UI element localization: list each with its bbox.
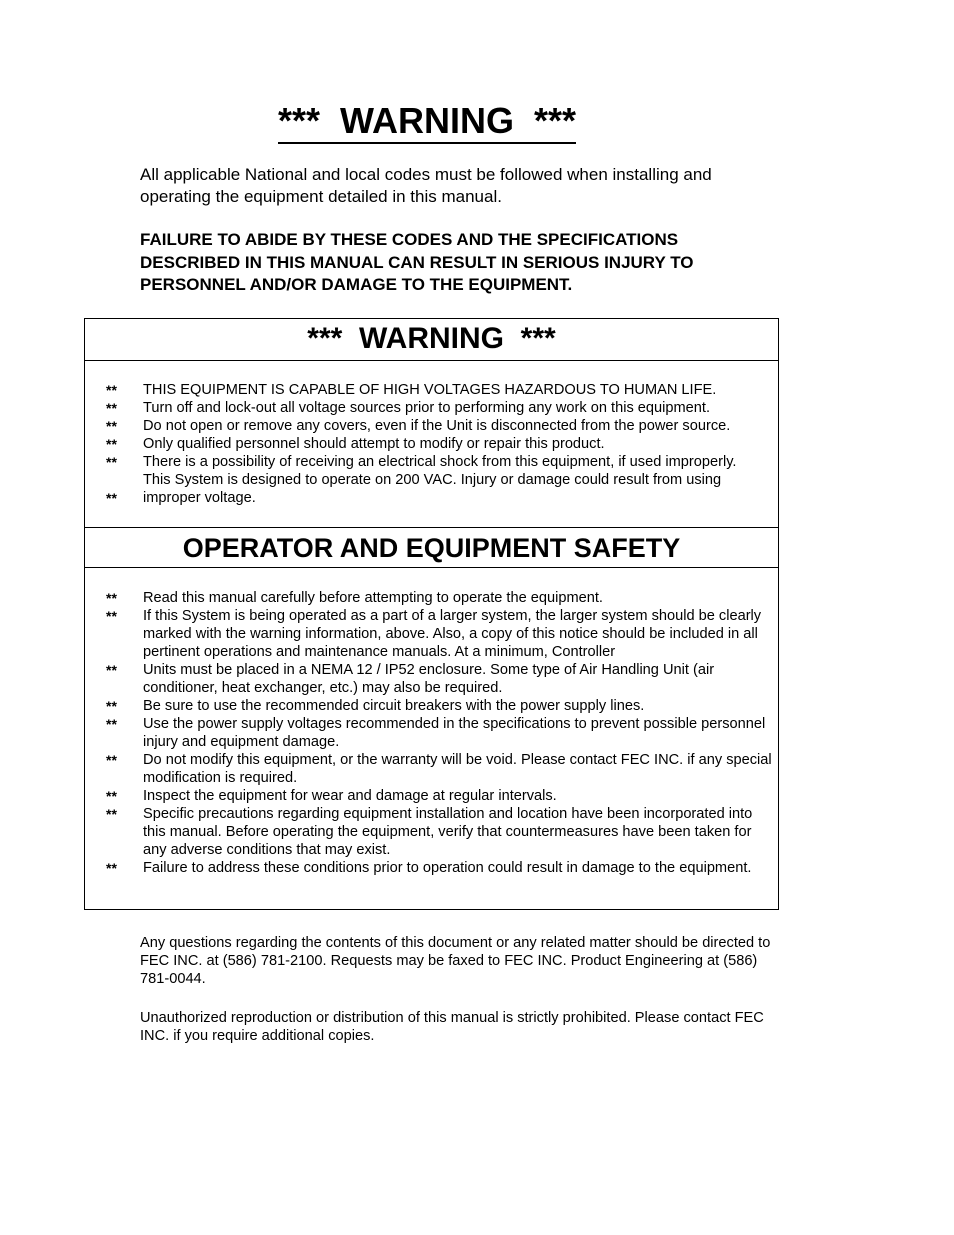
safety-heading: OPERATOR AND EQUIPMENT SAFETY: [85, 527, 778, 568]
list-item-text: There is a possibility of receiving an electrical shock from this equipment, if used improperly.: [143, 454, 737, 470]
warning-heading: *** WARNING ***: [85, 319, 778, 361]
contact-paragraph: Any questions regarding the contents of this document or any related matter should be directed to FEC INC. at (586) 781-2100. Requests may be faxed to FEC INC. Product Engineering at (586) 781-0044.: [140, 935, 771, 987]
bullet-marker: **: [106, 788, 117, 804]
warning-list: [85, 381, 778, 507]
list-item-text: Failure to address these conditions prior to operation could result in damage to the equipment.: [143, 860, 752, 876]
list-item-text: Inspect the equipment for wear and damage at regular intervals.: [143, 788, 557, 804]
list-item: [85, 805, 778, 859]
bullet-marker: **: [106, 454, 117, 470]
list-item-text: Read this manual carefully before attempting to operate the equipment.: [143, 590, 603, 606]
list-item-text: Use the power supply voltages recommended in the specifications to prevent possible personnel injury and equipment damage.: [143, 716, 766, 750]
safety-notice-box: [84, 318, 779, 910]
list-item: [85, 417, 778, 435]
list-item-text: Only qualified personnel should attempt to modify or repair this product.: [143, 436, 605, 452]
bullet-marker: **: [106, 400, 117, 416]
list-item: [85, 661, 778, 697]
bullet-marker: **: [106, 490, 117, 506]
list-item-text: This System is designed to operate on 200 VAC. Injury or damage could result from using improper voltage.: [143, 472, 722, 506]
bullet-marker: **: [106, 590, 117, 606]
list-item: [85, 751, 778, 787]
bullet-marker: **: [106, 418, 117, 434]
list-item: [85, 471, 778, 507]
intro-warning-paragraph: FAILURE TO ABIDE BY THESE CODES AND THE SPECIFICATIONS DESCRIBED IN THIS MANUAL CAN RESULT IN SERIOUS INJURY TO PERSONNEL AND/OR DAMAGE TO THE EQUIPMENT.: [140, 230, 694, 294]
safety-list: [85, 589, 778, 877]
list-item-text: If this System is being operated as a part of a larger system, the larger system should be clearly marked with the warning information, above. Also, a copy of this notice should be included in all pertinent operations and maintenance manuals. At a minimum, Controller: [143, 608, 762, 660]
bullet-marker: **: [106, 752, 117, 768]
list-item: [85, 697, 778, 715]
intro-paragraph: All applicable National and local codes must be followed when installing and operating the equipment detailed in this manual.: [140, 165, 712, 206]
list-item-text: Units must be placed in a NEMA 12 / IP52 enclosure. Some type of Air Handling Unit (air conditioner, heat exchanger, etc.) may also be required.: [143, 662, 715, 696]
list-item-text: THIS EQUIPMENT IS CAPABLE OF HIGH VOLTAGES HAZARDOUS TO HUMAN LIFE.: [143, 382, 717, 398]
list-item: [85, 453, 778, 471]
bullet-marker: **: [106, 860, 117, 876]
list-item: [85, 607, 778, 661]
list-item: [85, 859, 778, 877]
list-item: [85, 435, 778, 453]
bullet-marker: **: [106, 608, 117, 624]
list-item-text: Be sure to use the recommended circuit breakers with the power supply lines.: [143, 698, 645, 714]
bullet-marker: **: [106, 698, 117, 714]
list-item-text: Turn off and lock-out all voltage sources prior to performing any work on this equipment.: [143, 400, 711, 416]
list-item-text: Do not open or remove any covers, even if the Unit is disconnected from the power source.: [143, 418, 731, 434]
list-item: [85, 715, 778, 751]
list-item: [85, 399, 778, 417]
bullet-marker: **: [106, 716, 117, 732]
bullet-marker: **: [106, 436, 117, 452]
list-item-text: Do not modify this equipment, or the warranty will be void. Please contact FEC INC. if any special modification is required.: [143, 752, 772, 786]
list-item: [85, 787, 778, 805]
bullet-marker: **: [106, 806, 117, 822]
list-item: [85, 589, 778, 607]
list-item-text: Specific precautions regarding equipment installation and location have been incorporated into this manual. Before operating the equipment, verify that countermeasures have been taken for any adverse conditions that may exist.: [143, 806, 753, 858]
page-title: *** WARNING ***: [278, 100, 576, 144]
copyright-paragraph: Unauthorized reproduction or distribution of this manual is strictly prohibited. Please contact FEC INC. if you require additional copies.: [140, 1010, 764, 1044]
list-item: [85, 381, 778, 399]
bullet-marker: **: [106, 662, 117, 678]
bullet-marker: **: [106, 382, 117, 398]
